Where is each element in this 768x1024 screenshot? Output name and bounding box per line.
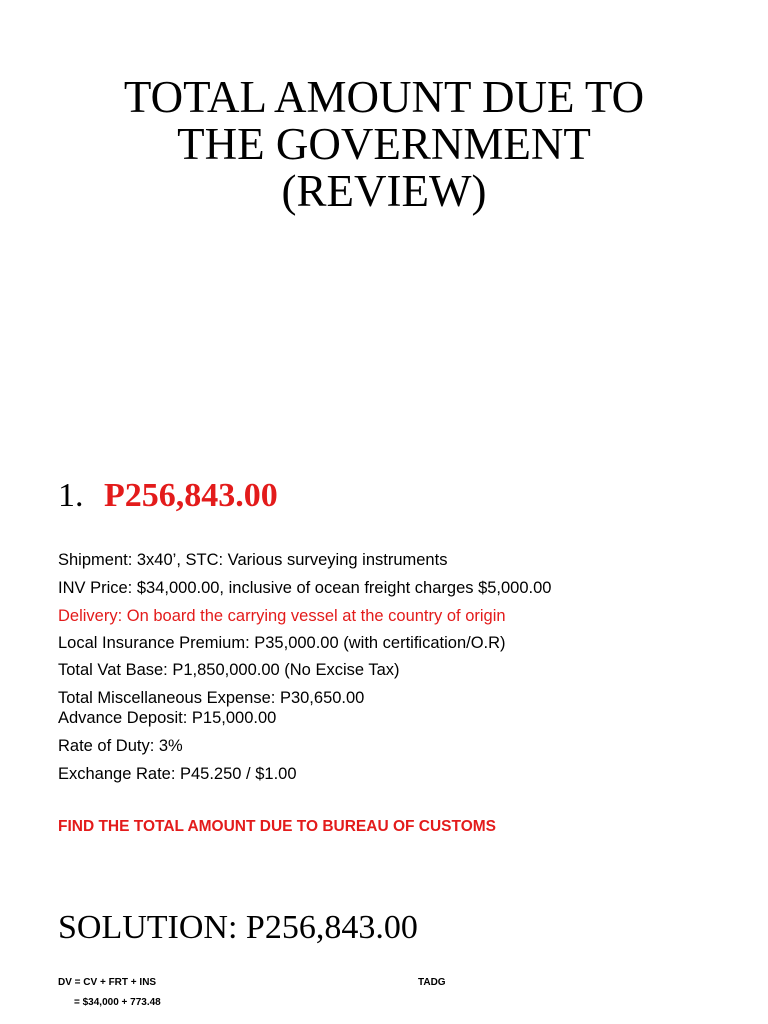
solution-heading: SOLUTION: P256,843.00 <box>58 909 418 946</box>
detail-insurance: Local Insurance Premium: P35,000.00 (with certification/O.R) <box>58 634 506 652</box>
detail-delivery: Delivery: On board the carrying vessel at the country of origin <box>58 607 506 625</box>
detail-rate-of-duty: Rate of Duty: 3% <box>58 737 183 755</box>
detail-inv-price: INV Price: $34,000.00, inclusive of ocean freight charges $5,000.00 <box>58 579 552 597</box>
find-instruction: FIND THE TOTAL AMOUNT DUE TO BUREAU OF CUSTOMS <box>58 818 497 835</box>
detail-advance-deposit: Advance Deposit: P15,000.00 <box>58 709 277 727</box>
tadg-label: TADG <box>418 977 446 988</box>
calc-line-2: = $34,000 + 773.48 <box>74 997 161 1008</box>
detail-misc-expense: Total Miscellaneous Expense: P30,650.00 <box>58 689 365 707</box>
detail-shipment: Shipment: 3x40’, STC: Various surveying instruments <box>58 551 448 569</box>
title-line-2: THE GOVERNMENT <box>177 119 591 169</box>
calc-line-1: DV = CV + FRT + INS <box>58 977 157 988</box>
detail-vat-base: Total Vat Base: P1,850,000.00 (No Excise Tax) <box>58 661 400 679</box>
problem-answer: P256,843.00 <box>104 477 278 514</box>
problem-number: 1. <box>58 477 84 514</box>
page-title <box>0 74 768 215</box>
title-line-1: TOTAL AMOUNT DUE TO <box>123 72 645 122</box>
detail-exchange-rate: Exchange Rate: P45.250 / $1.00 <box>58 765 297 783</box>
problem-heading <box>58 476 278 516</box>
title-line-3: (REVIEW) <box>281 166 487 216</box>
